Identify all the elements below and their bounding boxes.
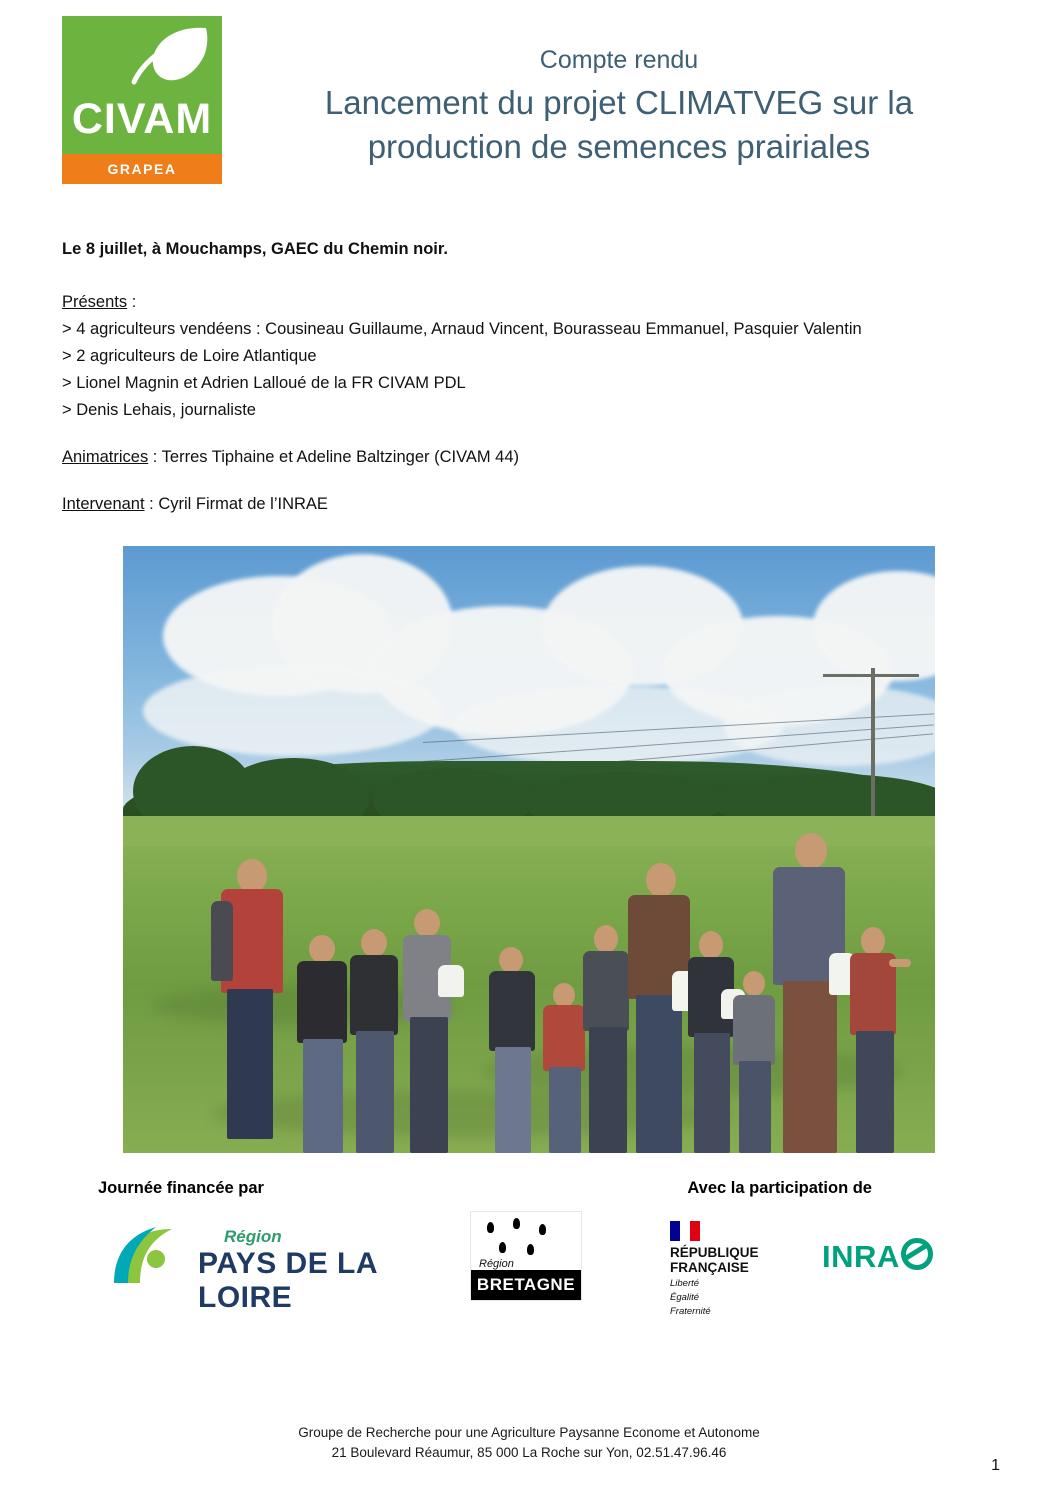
inrae-wordmark: INRA (822, 1239, 900, 1274)
person-figure (845, 923, 903, 1153)
civam-logo-subtitle: GRAPEA (62, 154, 222, 184)
leaf-icon (120, 24, 216, 86)
inrae-logo (822, 1235, 933, 1275)
footer-line1: Groupe de Recherche pour une Agriculture Paysanne Econome et Autonome (298, 1425, 760, 1440)
inrae-ring-icon (901, 1238, 933, 1270)
pole-crossarm (823, 674, 919, 677)
civam-logo-green-block (62, 16, 222, 154)
document-footer (62, 1423, 996, 1463)
ermine-icon (499, 1242, 506, 1253)
republique-francaise-logo (670, 1221, 800, 1317)
intervenant-line (62, 491, 996, 518)
ermine-icon (539, 1224, 546, 1235)
text-spacer (62, 424, 996, 444)
meeting-date-location: Le 8 juillet, à Mouchamps, GAEC du Chemin noir. (62, 240, 448, 258)
funders-section (62, 1179, 996, 1329)
title-block (242, 46, 996, 169)
intervenant-text: : Cyril Firmat de l’INRAE (144, 495, 328, 513)
person-figure (398, 909, 456, 1153)
rf-motto2: Égalité (670, 1292, 700, 1303)
bretagne-region-label: Région (479, 1258, 514, 1270)
person-figure (763, 833, 853, 1153)
field-photo (123, 546, 935, 1153)
funders-left-heading: Journée financée par (98, 1179, 264, 1197)
footer-line2: 21 Boulevard Réaumur, 85 000 La Roche sur Yon, 02.51.47.96.46 (331, 1445, 727, 1460)
ermine-icon (487, 1222, 494, 1233)
pdl-name-label: PAYS DE LA LOIRE (198, 1247, 377, 1314)
civam-wordmark: CIVAM (71, 95, 213, 143)
animatrices-line (62, 444, 996, 471)
document-body (62, 236, 996, 518)
presents-item: > 2 agriculteurs de Loire Atlantique (62, 347, 317, 365)
rf-line1: RÉPUBLIQUE (670, 1245, 759, 1260)
document-kicker: Compte rendu (539, 46, 699, 74)
region-bretagne-logo (470, 1211, 582, 1301)
cloud-shape (143, 666, 443, 756)
intervenant-label: Intervenant (62, 495, 145, 513)
text-spacer (62, 471, 996, 491)
pays-de-la-loire-logo (112, 1221, 472, 1314)
french-flag-icon (670, 1221, 700, 1241)
rf-motto1: Liberté (670, 1278, 700, 1289)
person-figure (291, 931, 353, 1153)
animatrices-text: : Terres Tiphaine et Adeline Baltzinger (CIVAM 44) (148, 448, 520, 466)
presents-colon: : (127, 293, 137, 311)
person-figure (211, 853, 291, 1153)
presents-item: > Denis Lehais, journaliste (62, 401, 256, 419)
ermine-icon (527, 1244, 534, 1255)
pdl-swoosh-icon (112, 1225, 184, 1289)
person-figure (483, 941, 541, 1153)
page-title-line2: production de semences prairiales (367, 128, 871, 165)
page-number: 1 (991, 1457, 1000, 1474)
civam-logo (62, 16, 222, 184)
page-title-line1: Lancement du projet CLIMATVEG sur la (324, 84, 914, 121)
pdl-region-label: Région (224, 1227, 282, 1246)
rf-line2: FRANÇAISE (670, 1260, 749, 1275)
funders-right-heading: Avec la participation de (687, 1179, 872, 1197)
bretagne-name-label: BRETAGNE (471, 1270, 581, 1300)
presents-item: > 4 agriculteurs vendéens : Cousineau Guillaume, Arnaud Vincent, Bourasseau Emmanuel, Pasquier Valentin (62, 320, 862, 338)
person-figure (345, 927, 403, 1153)
presents-label: Présents (62, 293, 128, 311)
document-header (62, 0, 996, 210)
presents-item: > Lionel Magnin et Adrien Lalloué de la FR CIVAM PDL (62, 374, 466, 392)
ermine-icon (513, 1218, 520, 1229)
rf-motto3: Fraternité (670, 1306, 711, 1317)
animatrices-label: Animatrices (62, 448, 149, 466)
presents-heading (62, 289, 996, 316)
